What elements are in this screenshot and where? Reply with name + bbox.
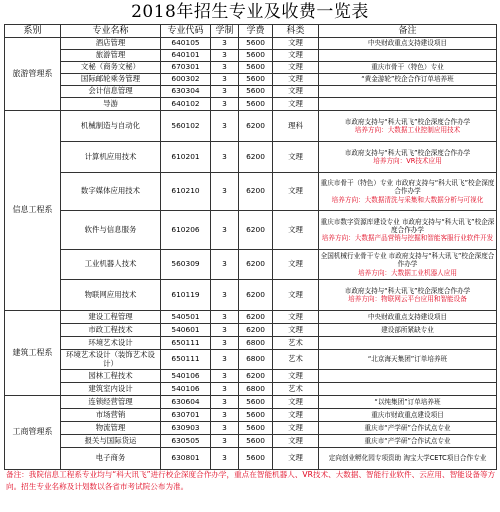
major-code-cell: 540601 — [161, 324, 211, 337]
major-name-cell: 软件与信息服务 — [61, 211, 161, 250]
training-direction-note: 培养方向：大数据工业控制应用技术 — [354, 126, 461, 134]
major-code-cell: 610201 — [161, 142, 211, 173]
department-cell: 旅游管理系 — [5, 38, 61, 111]
category-cell: 艺术 — [273, 337, 319, 350]
category-cell: 艺术 — [273, 350, 319, 370]
category-cell: 文理 — [273, 38, 319, 50]
category-cell: 文理 — [273, 409, 319, 422]
tuition-cell: 5600 — [239, 396, 273, 409]
major-code-cell: 560309 — [161, 250, 211, 280]
tuition-cell: 5600 — [239, 448, 273, 470]
header-duration: 学制 — [211, 25, 239, 38]
notes-cell — [319, 383, 497, 396]
tuition-cell: 5600 — [239, 74, 273, 86]
major-name-cell: 环境艺术设计 — [61, 337, 161, 350]
duration-cell: 3 — [211, 435, 239, 448]
notes-cell — [319, 311, 497, 324]
tuition-cell: 6200 — [239, 250, 273, 280]
table-row — [5, 86, 497, 98]
duration-cell: 3 — [211, 383, 239, 396]
category-cell: 文理 — [273, 74, 319, 86]
notes-cell — [319, 111, 497, 142]
header-major-name: 专业名称 — [61, 25, 161, 38]
category-cell: 文理 — [273, 173, 319, 211]
table-row — [5, 409, 497, 422]
duration-cell: 3 — [211, 311, 239, 324]
note-text: 重庆市“产学研”合作试点专业 — [364, 423, 451, 432]
category-cell: 文理 — [273, 98, 319, 111]
header-notes: 备注 — [319, 25, 497, 38]
category-cell: 艺术 — [273, 383, 319, 396]
category-cell: 文理 — [273, 211, 319, 250]
major-name-cell: 连锁经营管理 — [61, 396, 161, 409]
major-name-cell: 导游 — [61, 98, 161, 111]
table-row — [5, 111, 497, 142]
note-text: 中央财政重点支持建设项目 — [367, 39, 448, 48]
duration-cell: 3 — [211, 422, 239, 435]
training-direction-note: 培养方向：大数据产品营销与挖掘和智能客服行业软件开发 — [321, 234, 494, 243]
notes-cell — [319, 337, 497, 350]
notes-cell — [319, 370, 497, 383]
major-name-cell: 数字媒体应用技术 — [61, 173, 161, 211]
duration-cell: 3 — [211, 111, 239, 142]
category-cell: 文理 — [273, 62, 319, 74]
major-name-cell: 建筑室内设计 — [61, 383, 161, 396]
table-row — [5, 337, 497, 350]
footer-note: 备注：我院信息工程系专业均与“科大讯飞”进行校企深度合作办学，重点在智能机器人、VR技术、大数据、智能行业软件、云应用、智能设备等方向。招生专业名称及计划数以各省市考试院公布为准。 — [6, 470, 496, 491]
notes-cell — [319, 435, 497, 448]
note-text: 建设部所紧缺专业 — [381, 325, 434, 334]
major-code-cell: 560102 — [161, 111, 211, 142]
training-direction-note: 培养方向：VR技术应用 — [373, 157, 442, 165]
major-code-cell: 640105 — [161, 38, 211, 50]
major-name-cell: 会计信息管理 — [61, 86, 161, 98]
note-text: 重庆市“产学研”合作试点专业 — [364, 436, 451, 445]
notes-cell — [319, 211, 497, 250]
duration-cell: 3 — [211, 86, 239, 98]
tuition-cell: 6200 — [239, 111, 273, 142]
training-direction-note: 培养方向：大数据清洗与采集和大数据分析与可视化 — [331, 195, 484, 204]
notes-cell — [319, 142, 497, 173]
category-cell: 文理 — [273, 50, 319, 62]
header-major-code: 专业代码 — [161, 25, 211, 38]
notes-cell — [319, 38, 497, 50]
duration-cell: 3 — [211, 448, 239, 470]
category-cell: 文理 — [273, 324, 319, 337]
header-department: 系别 — [5, 25, 61, 38]
duration-cell: 3 — [211, 38, 239, 50]
department-cell: 工商管理系 — [5, 396, 61, 470]
table-row — [5, 62, 497, 74]
category-cell: 文理 — [273, 280, 319, 311]
major-name-cell: 旅游管理 — [61, 50, 161, 62]
notes-cell — [319, 62, 497, 74]
major-code-cell: 540106 — [161, 370, 211, 383]
duration-cell: 3 — [211, 50, 239, 62]
note-text: 市政府支持与“科大讯飞”校企深度合作办学 — [344, 117, 471, 126]
major-code-cell: 610210 — [161, 173, 211, 211]
major-code-cell: 650111 — [161, 337, 211, 350]
table-row — [5, 98, 497, 111]
tuition-cell: 6200 — [239, 173, 273, 211]
tuition-cell: 6200 — [239, 142, 273, 173]
department-cell: 信息工程系 — [5, 111, 61, 311]
table-row — [5, 383, 497, 396]
category-cell: 文理 — [273, 250, 319, 280]
tuition-cell: 5600 — [239, 62, 273, 74]
duration-cell: 3 — [211, 142, 239, 173]
table-row — [5, 435, 497, 448]
major-code-cell: 610206 — [161, 211, 211, 250]
tuition-cell: 5600 — [239, 38, 273, 50]
notes-cell — [319, 86, 497, 98]
duration-cell: 3 — [211, 370, 239, 383]
duration-cell: 3 — [211, 98, 239, 111]
duration-cell: 3 — [211, 324, 239, 337]
duration-cell: 3 — [211, 250, 239, 280]
major-code-cell: 630505 — [161, 435, 211, 448]
duration-cell: 3 — [211, 409, 239, 422]
major-code-cell: 630604 — [161, 396, 211, 409]
tuition-cell: 5600 — [239, 435, 273, 448]
duration-cell: 3 — [211, 74, 239, 86]
table-row — [5, 350, 497, 370]
table-row — [5, 142, 497, 173]
table-row — [5, 74, 497, 86]
notes-cell — [319, 324, 497, 337]
note-text: 重庆市骨干（特色）专业 — [371, 63, 444, 72]
header-tuition: 学费 — [239, 25, 273, 38]
department-cell: 建筑工程系 — [5, 311, 61, 396]
category-cell: 文理 — [273, 396, 319, 409]
table-row — [5, 311, 497, 324]
major-code-cell: 640102 — [161, 98, 211, 111]
notes-cell — [319, 448, 497, 470]
training-direction-note: 培养方向：物联网云平台应用和智能设备 — [348, 295, 467, 303]
note-text: 定向创业孵化园专项资助 淘宝大学CETC项目合作专业 — [328, 454, 487, 463]
major-name-cell: 市政工程技术 — [61, 324, 161, 337]
tuition-cell: 6200 — [239, 311, 273, 324]
table-row — [5, 396, 497, 409]
category-cell: 文理 — [273, 311, 319, 324]
category-cell: 理科 — [273, 111, 319, 142]
notes-cell — [319, 280, 497, 311]
category-cell: 文理 — [273, 142, 319, 173]
major-code-cell: 630903 — [161, 422, 211, 435]
note-text: 中央财政重点支持建设项目 — [367, 312, 448, 321]
notes-cell — [319, 422, 497, 435]
page-title: 2018年招生专业及收费一览表 — [131, 2, 369, 22]
tuition-cell: 6200 — [239, 324, 273, 337]
table-row — [5, 211, 497, 250]
notes-cell — [319, 250, 497, 280]
note-text: 市政府支持与“科大讯飞”校企深度合作办学 — [344, 286, 471, 295]
notes-cell — [319, 50, 497, 62]
tuition-cell: 6800 — [239, 383, 273, 396]
table-row — [5, 250, 497, 280]
major-code-cell: 640101 — [161, 50, 211, 62]
major-name-cell: 电子商务 — [61, 448, 161, 470]
tuition-cell: 6800 — [239, 337, 273, 350]
note-text: 全国机械行业骨干专业 市政府支持与“科大讯飞”校企深度合作办学 — [320, 252, 495, 269]
major-code-cell: 670301 — [161, 62, 211, 74]
note-text: “黄金游轮”校企合作订单培养班 — [361, 75, 454, 84]
table-row — [5, 370, 497, 383]
major-name-cell: 机械制造与自动化 — [61, 111, 161, 142]
major-name-cell: 酒店管理 — [61, 38, 161, 50]
major-code-cell: 610119 — [161, 280, 211, 311]
table-row — [5, 50, 497, 62]
category-cell: 文理 — [273, 86, 319, 98]
major-name-cell: 工业机器人技术 — [61, 250, 161, 280]
major-code-cell: 540106 — [161, 383, 211, 396]
category-cell: 文理 — [273, 370, 319, 383]
note-text: 市政府支持与“科大讯飞”校企深度合作办学 — [344, 148, 471, 157]
major-name-cell: 国际邮轮乘务管理 — [61, 74, 161, 86]
category-cell: 文理 — [273, 448, 319, 470]
table-row — [5, 280, 497, 311]
note-text: 重庆市财政重点建设项目 — [371, 410, 444, 419]
note-text: 重庆市骨干（特色）专业 市政府支持与“科大讯飞”校企深度合作办学 — [320, 179, 495, 196]
major-name-cell: 市场营销 — [61, 409, 161, 422]
major-code-cell: 630701 — [161, 409, 211, 422]
tuition-cell: 5600 — [239, 98, 273, 111]
major-name-cell: 环境艺术设计（装饰艺术设计） — [61, 350, 161, 370]
tuition-cell: 5600 — [239, 50, 273, 62]
notes-cell — [319, 98, 497, 111]
header-category: 科类 — [273, 25, 319, 38]
major-name-cell: 报关与国际货运 — [61, 435, 161, 448]
duration-cell: 3 — [211, 337, 239, 350]
tuition-cell: 5600 — [239, 86, 273, 98]
notes-cell — [319, 396, 497, 409]
note-text: 重庆市数字资源库建设专业 市政府支持与“科大讯飞”校企深度合作办学 — [320, 217, 495, 234]
table-row — [5, 422, 497, 435]
table-row — [5, 173, 497, 211]
duration-cell: 3 — [211, 173, 239, 211]
major-name-cell: 园林工程技术 — [61, 370, 161, 383]
major-name-cell: 物流管理 — [61, 422, 161, 435]
duration-cell: 3 — [211, 396, 239, 409]
major-code-cell: 630801 — [161, 448, 211, 470]
duration-cell: 3 — [211, 211, 239, 250]
major-code-cell: 540501 — [161, 311, 211, 324]
training-direction-note: 培养方向：大数据工业机器人应用 — [358, 268, 457, 277]
tuition-cell: 6200 — [239, 370, 273, 383]
major-code-cell: 650111 — [161, 350, 211, 370]
table-row — [5, 324, 497, 337]
notes-cell — [319, 173, 497, 211]
note-text: “以纯集团”订单培养班 — [374, 397, 441, 406]
notes-cell — [319, 409, 497, 422]
major-name-cell: 文秘（商务文秘） — [61, 62, 161, 74]
duration-cell: 3 — [211, 350, 239, 370]
major-name-cell: 物联网应用技术 — [61, 280, 161, 311]
duration-cell: 3 — [211, 280, 239, 311]
major-code-cell: 600302 — [161, 74, 211, 86]
tuition-cell: 5600 — [239, 409, 273, 422]
major-code-cell: 630304 — [161, 86, 211, 98]
duration-cell: 3 — [211, 62, 239, 74]
tuition-cell: 6200 — [239, 211, 273, 250]
major-name-cell: 建设工程管理 — [61, 311, 161, 324]
category-cell: 文理 — [273, 435, 319, 448]
notes-cell — [319, 350, 497, 370]
table-row — [5, 38, 497, 50]
major-name-cell: 计算机应用技术 — [61, 142, 161, 173]
admissions-fee-table — [4, 24, 497, 470]
tuition-cell: 5600 — [239, 422, 273, 435]
category-cell: 文理 — [273, 422, 319, 435]
note-text: “北京海天集团”订单培养班 — [367, 355, 448, 364]
table-header-row — [5, 25, 497, 38]
table-row — [5, 448, 497, 470]
tuition-cell: 6800 — [239, 350, 273, 370]
notes-cell — [319, 74, 497, 86]
tuition-cell: 6200 — [239, 280, 273, 311]
